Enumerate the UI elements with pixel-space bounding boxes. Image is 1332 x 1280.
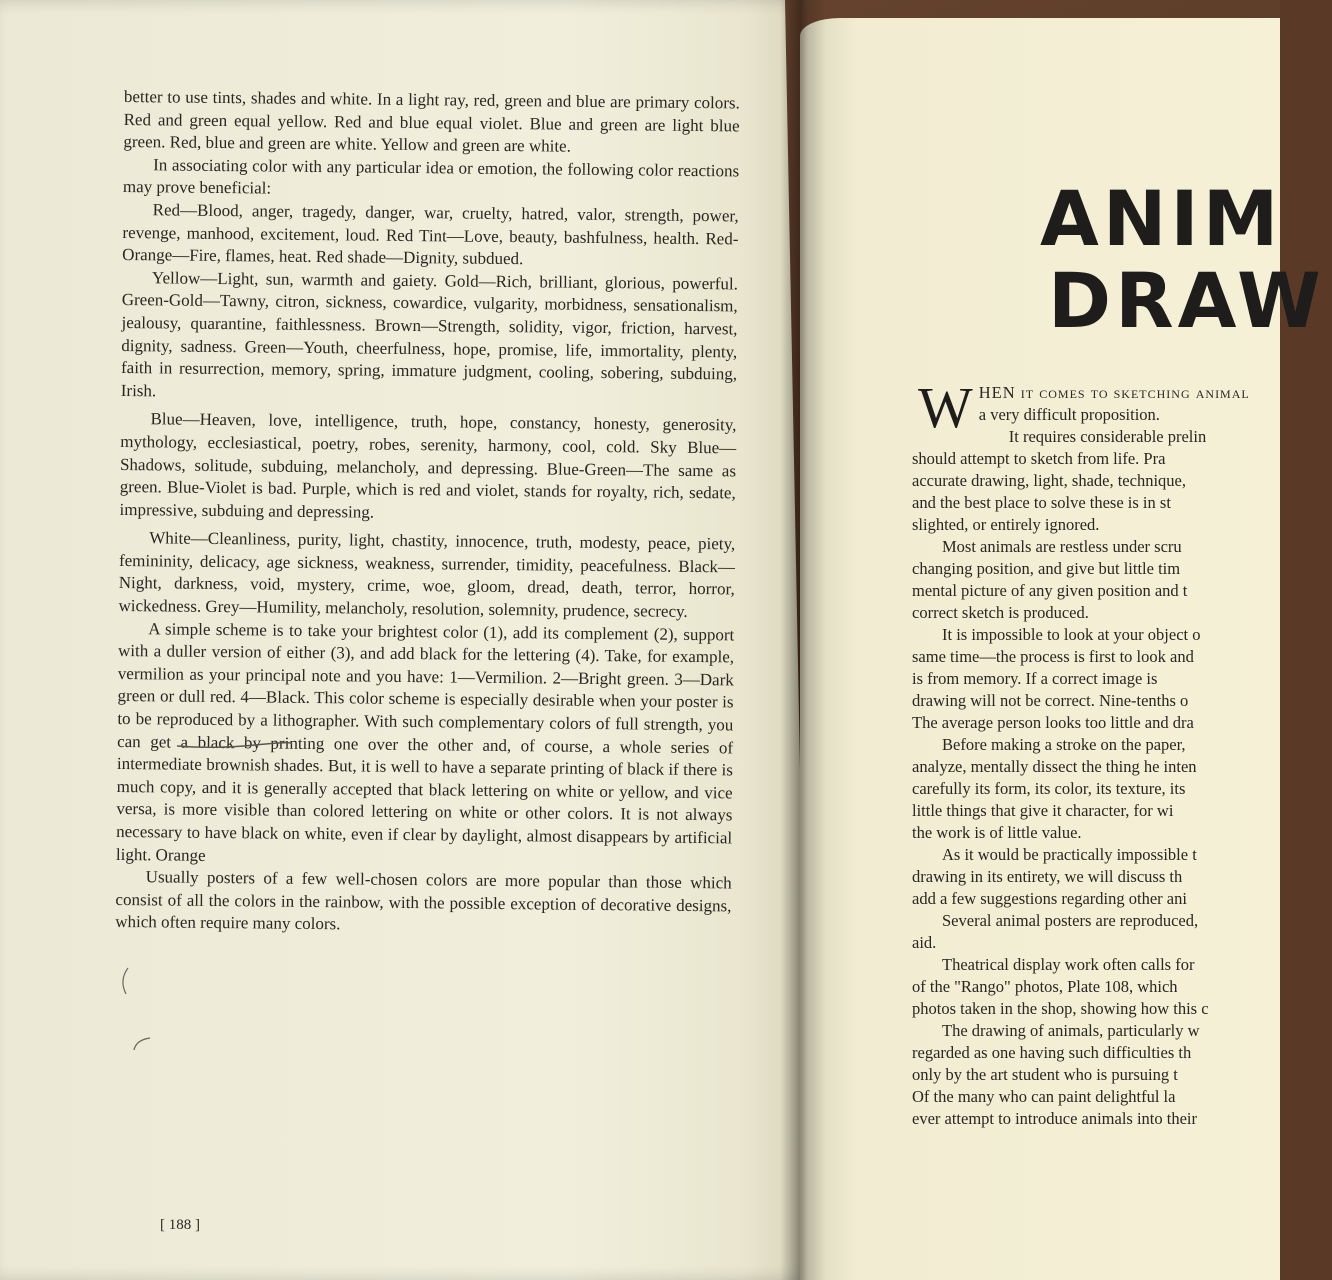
- pencil-underline-mark: [175, 740, 293, 750]
- text-line: Theatrical display work often calls for: [942, 955, 1195, 974]
- text-line: little things that give it character, for wi: [912, 801, 1174, 820]
- text-line: photos taken in the shop, showing how this c: [912, 999, 1209, 1018]
- paragraph: White—Cleanliness, purity, light, chastity, innocence, truth, modesty, peace, piety, femininity, delicacy, age sickness, weakness, surrender, timidity, peacefulness. Black—Night, darkness, void, mystery, crime, woe, gloom, dread, death, terror, horror, wickedness. Grey—Humility, melancholy, resolution, solemnity, prudence, secrecy.: [118, 528, 736, 621]
- text-line: regarded as one having such difficulties th: [912, 1043, 1192, 1062]
- chapter-title: [1040, 174, 1325, 345]
- text-line: The drawing of animals, particularly w: [942, 1021, 1200, 1040]
- text-line: slighted, or entirely ignored.: [912, 515, 1100, 534]
- text-line: Several animal posters are reproduced,: [942, 911, 1199, 930]
- paragraph: Blue—Heaven, love, intelligence, truth, hope, constancy, honesty, generosity, mythology, ecclesiastical, poetry, robes, serenity, harmony, cool, cold. Sky Blue—Shadows, solitude, subduing, melancholy, and depressing. Blue-Green—The same as green. Blue-Violet is bad. Purple, which is red and violet, stands for royalty, rich, sedate, impressive, subduing and depressing.: [119, 409, 737, 522]
- text-line: a very difficult proposition.: [978, 405, 1160, 424]
- text-line: Of the many who can paint delightful la: [912, 1087, 1176, 1106]
- pencil-bracket-mark: [116, 966, 132, 996]
- text-line: ever attempt to introduce animals into their: [912, 1109, 1197, 1128]
- text-line: analyze, mentally dissect the thing he inten: [912, 757, 1197, 776]
- text-line: is from memory. If a correct image is: [912, 669, 1158, 688]
- text-line: As it would be practically impossible t: [942, 845, 1197, 864]
- chapter-title-line: ANIM: [1040, 174, 1283, 263]
- text-line: only by the art student who is pursuing t: [912, 1065, 1178, 1084]
- text-line: HEN it comes to sketching animal: [978, 383, 1250, 402]
- drop-cap: W: [918, 375, 973, 440]
- paragraph: Usually posters of a few well-chosen colors are more popular than those which consist of all the colors in the rainbow, with the possible exception of decorative designs, which often require many colors.: [115, 867, 732, 934]
- text-line: Before making a stroke on the paper,: [942, 735, 1186, 754]
- pencil-bracket-mark: [130, 1036, 152, 1052]
- text-line: should attempt to sketch from life. Pra: [912, 449, 1166, 468]
- chapter-title-line: DRAW: [1048, 256, 1325, 345]
- text-line: accurate drawing, light, shade, technique,: [912, 471, 1186, 490]
- text-line: aid.: [912, 933, 937, 952]
- left-page-body: [115, 86, 740, 940]
- text-line: add a few suggestions regarding other ani: [912, 889, 1187, 908]
- text-line: The average person looks too little and dra: [912, 713, 1194, 732]
- text-line: of the "Rango" photos, Plate 108, which: [912, 977, 1178, 996]
- text-line: It requires considerable prelin: [1008, 427, 1207, 446]
- text-line: carefully its form, its color, its texture, its: [912, 779, 1186, 798]
- paragraph: A simple scheme is to take your brightest color (1), add its complement (2), support with a duller version of either (3), and add black for the lettering (4). Take, for example, vermilion as your principal note and you have: 1—Vermilion. 2—Bright green. 3—Dark green or dull red. 4—Black. This color scheme is especially desirable when your poster is to be reproduced by a lithographer. With such complementary colors of full strength, you can get a black by printing one over the other and, of course, a whole series of intermediate brownish shades. But, it is well to have a separate printing of black if there is much copy, and it is generally accepted that black lettering on white or yellow, and vice versa, is more visible than colored lettering on white or other colors. It is not always necessary to have black on white, even if clear by daylight, almost disappears by artificial light. Orange: [115, 618, 735, 865]
- text-line: and the best place to solve these is in st: [912, 493, 1171, 512]
- paragraph: In associating color with any particular idea or emotion, the following color reactions may prove beneficial:: [122, 155, 740, 198]
- page-number: [ 188 ]: [160, 1217, 200, 1233]
- text-line: Most animals are restless under scru: [942, 537, 1182, 556]
- paragraph: Red—Blood, anger, tragedy, danger, war, cruelty, hatred, valor, strength, power, revenge, manhood, excitement, loud. Red Tint—Love, beauty, bashfulness, health. Red-Orange—Fire, flames, heat. Red shade—Dignity, subdued.: [122, 200, 739, 269]
- book-gutter: [780, 0, 826, 1280]
- text-line: the work is of little value.: [912, 823, 1082, 842]
- text-line: drawing in its entirety, we will discuss th: [912, 867, 1183, 886]
- text-line: drawing will not be correct. Nine-tenths o: [912, 691, 1189, 710]
- text-line: mental picture of any given position and t: [912, 581, 1188, 600]
- text-line: changing position, and give but little tim: [912, 559, 1181, 578]
- right-page-body: [912, 375, 1332, 1130]
- paragraph: better to use tints, shades and white. In a light ray, red, green and blue are primary colors. Red and green equal yellow. Red and blue equal violet. Blue and green are light blue green. Red, blue and green are white. Yellow and green are white.: [123, 86, 740, 156]
- text-line: same time—the process is first to look and: [912, 647, 1194, 666]
- text-line: correct sketch is produced.: [912, 603, 1089, 622]
- paragraph: Yellow—Light, sun, warmth and gaiety. Gold—Rich, brilliant, glorious, powerful. Green-Gold—Tawny, citron, sickness, cowardice, vulgarity, morbidness, sensationalism, jealousy, quarantine, faithlessness. Brown—Strength, solidity, vigor, friction, harvest, dignity, sadness. Green—Youth, cheerfulness, hope, promise, life, immortality, plenty, faith in resurrection, memory, spring, immature judgment, cooling, sobering, subduing, Irish.: [120, 268, 739, 401]
- text-line: It is impossible to look at your object o: [942, 625, 1201, 644]
